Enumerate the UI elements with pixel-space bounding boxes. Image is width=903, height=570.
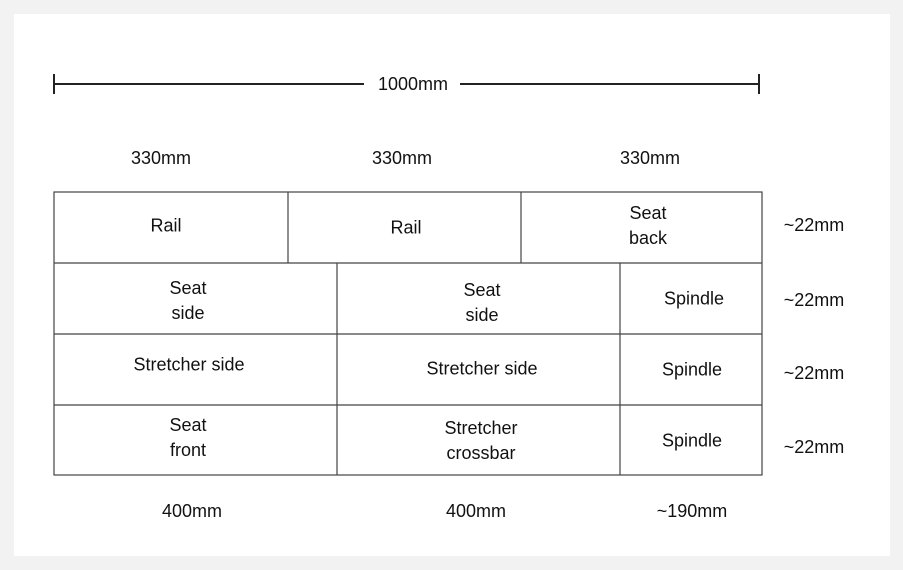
top-dimension-1: 330mm <box>130 148 192 168</box>
bottom-dimension-2: 400mm <box>445 501 507 521</box>
part-rail-1: Rail <box>150 215 182 236</box>
row-height-3: ~22mm <box>783 363 845 383</box>
row-height-1: ~22mm <box>783 215 845 235</box>
part-stretcher-crossbar: Stretcher crossbar <box>444 418 518 463</box>
part-stretcher-side-1: Stretcher side <box>133 354 245 375</box>
part-seat-side-2: Seat side <box>463 280 501 325</box>
bottom-dimension-3: ~190mm <box>656 501 728 521</box>
part-rail-2: Rail <box>390 217 422 238</box>
top-dimension-2: 330mm <box>371 148 433 168</box>
part-seat-back: Seat back <box>628 203 668 248</box>
top-dimension-3: 330mm <box>619 148 681 168</box>
part-seat-side-1: Seat side <box>169 278 207 323</box>
part-stretcher-side-2: Stretcher side <box>426 358 538 379</box>
part-spindle-2: Spindle <box>661 359 723 380</box>
row-height-4: ~22mm <box>783 437 845 457</box>
part-spindle-3: Spindle <box>661 430 723 451</box>
part-seat-front: Seat front <box>169 415 207 460</box>
part-spindle-1: Spindle <box>663 288 725 309</box>
overall-length-label: 1000mm <box>377 74 449 94</box>
bottom-dimension-1: 400mm <box>161 501 223 521</box>
row-height-2: ~22mm <box>783 290 845 310</box>
